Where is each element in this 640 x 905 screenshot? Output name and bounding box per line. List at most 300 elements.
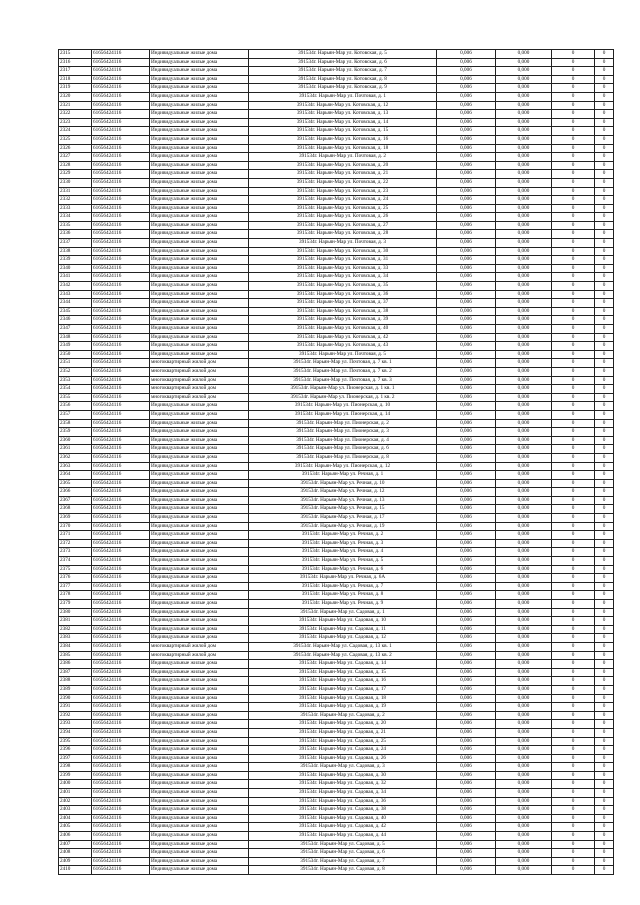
cell-oktmo-code: 61656424116 <box>92 282 150 291</box>
cell-value-d: 0 <box>595 161 614 170</box>
table-row <box>59 221 614 230</box>
cell-value-c: 0 <box>552 462 595 471</box>
cell-address: 391534г. Нарьян-Мар ул. Пионерская, д. 8 <box>249 453 437 462</box>
cell-object-type: Индивидуальные жилые дома <box>150 221 249 230</box>
cell-object-type: Индивидуальные жилые дома <box>150 153 249 162</box>
cell-address: 391534г. Нарьян-Мар ул. Садовая, д. 34 <box>249 789 437 798</box>
cell-row-number: 2351 <box>59 359 92 368</box>
cell-oktmo-code: 61656424116 <box>92 789 150 798</box>
cell-row-number: 2357 <box>59 410 92 419</box>
cell-value-a: 0,006 <box>437 642 496 651</box>
cell-value-a: 0,006 <box>437 505 496 514</box>
cell-oktmo-code: 61656424116 <box>92 170 150 179</box>
table-row <box>59 135 614 144</box>
cell-value-c: 0 <box>552 617 595 626</box>
table-row <box>59 625 614 634</box>
cell-value-c: 0 <box>552 771 595 780</box>
cell-row-number: 2375 <box>59 565 92 574</box>
cell-oktmo-code: 61656424116 <box>92 677 150 686</box>
cell-value-d: 0 <box>595 75 614 84</box>
cell-address: 391534г. Нарьян-Мар ул. Пионерская, д. 12 <box>249 462 437 471</box>
cell-value-c: 0 <box>552 763 595 772</box>
cell-value-a: 0,006 <box>437 419 496 428</box>
cell-value-b: 0,000 <box>496 230 552 239</box>
cell-row-number: 2326 <box>59 144 92 153</box>
cell-object-type: Индивидуальные жилые дома <box>150 342 249 351</box>
table-row <box>59 153 614 162</box>
cell-value-c: 0 <box>552 178 595 187</box>
cell-value-c: 0 <box>552 239 595 248</box>
cell-object-type: Индивидуальные жилые дома <box>150 144 249 153</box>
cell-object-type: Индивидуальные жилые дома <box>150 763 249 772</box>
cell-value-d: 0 <box>595 703 614 712</box>
cell-value-b: 0,000 <box>496 325 552 334</box>
cell-row-number: 2376 <box>59 574 92 583</box>
cell-value-d: 0 <box>595 806 614 815</box>
cell-value-d: 0 <box>595 273 614 282</box>
cell-value-a: 0,006 <box>437 737 496 746</box>
table-row <box>59 574 614 583</box>
table-row <box>59 101 614 110</box>
cell-address: 391534г. Нарьян-Мар ул. Котовская, д. 26 <box>249 213 437 222</box>
table-row <box>59 84 614 93</box>
cell-value-c: 0 <box>552 307 595 316</box>
table-row <box>59 50 614 59</box>
cell-value-d: 0 <box>595 410 614 419</box>
cell-value-a: 0,006 <box>437 600 496 609</box>
cell-oktmo-code: 61656424116 <box>92 230 150 239</box>
cell-value-a: 0,006 <box>437 711 496 720</box>
cell-value-b: 0,000 <box>496 634 552 643</box>
cell-value-d: 0 <box>595 488 614 497</box>
cell-row-number: 2368 <box>59 505 92 514</box>
cell-value-c: 0 <box>552 299 595 308</box>
cell-address: 391534г. Нарьян-Мар ул. Котовская, д. 22 <box>249 178 437 187</box>
cell-row-number: 2333 <box>59 204 92 213</box>
cell-value-c: 0 <box>552 479 595 488</box>
cell-oktmo-code: 61656424116 <box>92 350 150 359</box>
cell-value-a: 0,006 <box>437 350 496 359</box>
cell-row-number: 2329 <box>59 170 92 179</box>
cell-value-a: 0,006 <box>437 531 496 540</box>
cell-oktmo-code: 61656424116 <box>92 651 150 660</box>
table-row <box>59 814 614 823</box>
cell-object-type: Индивидуальные жилые дома <box>150 780 249 789</box>
cell-object-type: Индивидуальные жилые дома <box>150 299 249 308</box>
cell-value-d: 0 <box>595 625 614 634</box>
cell-oktmo-code: 61656424116 <box>92 462 150 471</box>
cell-value-d: 0 <box>595 849 614 858</box>
cell-oktmo-code: 61656424116 <box>92 823 150 832</box>
cell-address: 391534г. Нарьян-Мар ул. Пионерская, д. 6 <box>249 445 437 454</box>
cell-oktmo-code: 61656424116 <box>92 307 150 316</box>
cell-value-b: 0,000 <box>496 316 552 325</box>
cell-object-type: Индивидуальные жилые дома <box>150 728 249 737</box>
table-row <box>59 385 614 394</box>
cell-value-a: 0,006 <box>437 58 496 67</box>
table-row <box>59 471 614 480</box>
cell-value-d: 0 <box>595 668 614 677</box>
cell-oktmo-code: 61656424116 <box>92 92 150 101</box>
cell-value-c: 0 <box>552 642 595 651</box>
cell-value-b: 0,000 <box>496 780 552 789</box>
table-row <box>59 514 614 523</box>
cell-value-b: 0,000 <box>496 522 552 531</box>
cell-value-a: 0,006 <box>437 857 496 866</box>
cell-value-d: 0 <box>595 771 614 780</box>
cell-row-number: 2366 <box>59 488 92 497</box>
cell-oktmo-code: 61656424116 <box>92 471 150 480</box>
cell-object-type: Индивидуальные жилые дома <box>150 50 249 59</box>
cell-row-number: 2392 <box>59 711 92 720</box>
cell-value-d: 0 <box>595 144 614 153</box>
cell-object-type: Индивидуальные жилые дома <box>150 557 249 566</box>
cell-address: 391534г. Нарьян-Мар ул. Котовская, д. 24 <box>249 196 437 205</box>
cell-value-b: 0,000 <box>496 221 552 230</box>
table-row <box>59 144 614 153</box>
cell-value-b: 0,000 <box>496 531 552 540</box>
cell-value-c: 0 <box>552 436 595 445</box>
cell-value-c: 0 <box>552 273 595 282</box>
cell-address: 391534г. Нарьян-Мар ул. Садовая, д. 44 <box>249 832 437 841</box>
cell-object-type: Индивидуальные жилые дома <box>150 789 249 798</box>
cell-oktmo-code: 61656424116 <box>92 67 150 76</box>
cell-value-d: 0 <box>595 685 614 694</box>
cell-value-c: 0 <box>552 325 595 334</box>
cell-row-number: 2385 <box>59 651 92 660</box>
cell-value-d: 0 <box>595 67 614 76</box>
cell-row-number: 2363 <box>59 462 92 471</box>
cell-address: 391534г. Нарьян-Мар ул. Садовая, д. 6 <box>249 849 437 858</box>
cell-value-d: 0 <box>595 737 614 746</box>
data-table <box>58 49 614 875</box>
cell-value-b: 0,000 <box>496 582 552 591</box>
table-row <box>59 110 614 119</box>
cell-address: 391534г. Нарьян-Мар ул. Речная, д. 8 <box>249 591 437 600</box>
cell-value-b: 0,000 <box>496 75 552 84</box>
cell-value-c: 0 <box>552 866 595 875</box>
cell-address: 391534г. Нарьян-Мар ул. Садовая, д. 12 <box>249 634 437 643</box>
cell-row-number: 2374 <box>59 557 92 566</box>
table-row <box>59 213 614 222</box>
cell-row-number: 2328 <box>59 161 92 170</box>
cell-value-c: 0 <box>552 230 595 239</box>
cell-value-b: 0,000 <box>496 771 552 780</box>
cell-address: 391534г. Нарьян-Мар ул. Садовая, д. 38 <box>249 806 437 815</box>
cell-address: 391534г. Нарьян-Мар ул. Садовая, д. 7 <box>249 857 437 866</box>
cell-value-a: 0,006 <box>437 118 496 127</box>
table-row <box>59 823 614 832</box>
cell-oktmo-code: 61656424116 <box>92 617 150 626</box>
table-row <box>59 127 614 136</box>
cell-row-number: 2403 <box>59 806 92 815</box>
table-row <box>59 376 614 385</box>
cell-value-c: 0 <box>552 685 595 694</box>
cell-address: 391534г. Нарьян-Мар ул. Котовская, д. 13 <box>249 110 437 119</box>
cell-value-c: 0 <box>552 445 595 454</box>
cell-value-a: 0,006 <box>437 574 496 583</box>
cell-oktmo-code: 61656424116 <box>92 161 150 170</box>
cell-oktmo-code: 61656424116 <box>92 591 150 600</box>
table-row <box>59 557 614 566</box>
cell-value-c: 0 <box>552 290 595 299</box>
cell-value-d: 0 <box>595 471 614 480</box>
cell-address: 391534г. Нарьян-Мар ул. Речная, д. 9 <box>249 600 437 609</box>
cell-row-number: 2379 <box>59 600 92 609</box>
cell-row-number: 2324 <box>59 127 92 136</box>
cell-value-d: 0 <box>595 187 614 196</box>
cell-value-d: 0 <box>595 797 614 806</box>
cell-object-type: Индивидуальные жилые дома <box>150 264 249 273</box>
cell-row-number: 2380 <box>59 608 92 617</box>
cell-value-b: 0,000 <box>496 720 552 729</box>
cell-oktmo-code: 61656424116 <box>92 75 150 84</box>
cell-value-a: 0,006 <box>437 806 496 815</box>
cell-address: 391534г. Нарьян-Мар ул. Садовая, д. 25 <box>249 737 437 746</box>
cell-value-a: 0,006 <box>437 771 496 780</box>
cell-object-type: Индивидуальные жилые дома <box>150 625 249 634</box>
cell-value-b: 0,000 <box>496 445 552 454</box>
table-row <box>59 342 614 351</box>
cell-row-number: 2325 <box>59 135 92 144</box>
cell-value-b: 0,000 <box>496 642 552 651</box>
cell-object-type: Индивидуальные жилые дома <box>150 101 249 110</box>
cell-value-a: 0,006 <box>437 75 496 84</box>
cell-value-d: 0 <box>595 462 614 471</box>
cell-value-c: 0 <box>552 110 595 119</box>
cell-object-type: Индивидуальные жилые дома <box>150 75 249 84</box>
cell-object-type: Индивидуальные жилые дома <box>150 746 249 755</box>
cell-row-number: 2370 <box>59 522 92 531</box>
cell-address: 391534г. Нарьян-Мар ул. Почтовая, д. 7 кв. 3 <box>249 376 437 385</box>
cell-value-d: 0 <box>595 376 614 385</box>
cell-value-a: 0,006 <box>437 221 496 230</box>
cell-value-a: 0,006 <box>437 565 496 574</box>
cell-value-c: 0 <box>552 754 595 763</box>
table-row <box>59 582 614 591</box>
cell-address: 391534г. Нарьян-Мар ул. Котовская, д. 8 <box>249 75 437 84</box>
cell-value-a: 0,006 <box>437 170 496 179</box>
cell-value-d: 0 <box>595 170 614 179</box>
cell-value-c: 0 <box>552 92 595 101</box>
cell-value-a: 0,006 <box>437 694 496 703</box>
cell-value-a: 0,006 <box>437 608 496 617</box>
cell-value-d: 0 <box>595 642 614 651</box>
cell-address: 391534г. Нарьян-Мар ул. Садовая, д. 8 <box>249 866 437 875</box>
cell-oktmo-code: 61656424116 <box>92 522 150 531</box>
cell-value-a: 0,006 <box>437 135 496 144</box>
cell-row-number: 2337 <box>59 239 92 248</box>
table-row <box>59 299 614 308</box>
cell-value-c: 0 <box>552 660 595 669</box>
table-body <box>59 50 614 875</box>
cell-row-number: 2316 <box>59 58 92 67</box>
cell-object-type: Индивидуальные жилые дома <box>150 582 249 591</box>
table-row <box>59 668 614 677</box>
cell-oktmo-code: 61656424116 <box>92 428 150 437</box>
cell-value-c: 0 <box>552 574 595 583</box>
cell-oktmo-code: 61656424116 <box>92 50 150 59</box>
cell-object-type: Индивидуальные жилые дома <box>150 436 249 445</box>
cell-value-d: 0 <box>595 282 614 291</box>
cell-oktmo-code: 61656424116 <box>92 814 150 823</box>
cell-value-c: 0 <box>552 316 595 325</box>
cell-address: 391534г. Нарьян-Мар ул. Почтовая, д. 2 <box>249 153 437 162</box>
cell-value-a: 0,006 <box>437 213 496 222</box>
cell-value-c: 0 <box>552 196 595 205</box>
table-row <box>59 617 614 626</box>
cell-value-b: 0,000 <box>496 196 552 205</box>
cell-object-type: Индивидуальные жилые дома <box>150 118 249 127</box>
cell-row-number: 2339 <box>59 256 92 265</box>
cell-row-number: 2396 <box>59 746 92 755</box>
cell-address: 391534г. Нарьян-Мар ул. Речная, д. 6А <box>249 574 437 583</box>
table-row <box>59 92 614 101</box>
cell-object-type: Индивидуальные жилые дома <box>150 92 249 101</box>
cell-object-type: Индивидуальные жилые дома <box>150 685 249 694</box>
cell-value-c: 0 <box>552 746 595 755</box>
cell-row-number: 2362 <box>59 453 92 462</box>
cell-oktmo-code: 61656424116 <box>92 342 150 351</box>
cell-value-c: 0 <box>552 393 595 402</box>
cell-object-type: многоквартирный жилой дом <box>150 651 249 660</box>
cell-object-type: Индивидуальные жилые дома <box>150 445 249 454</box>
cell-value-d: 0 <box>595 299 614 308</box>
table-row <box>59 350 614 359</box>
cell-address: 391534г. Нарьян-Мар ул. Пионерская, д. 4 <box>249 436 437 445</box>
cell-value-a: 0,006 <box>437 127 496 136</box>
cell-row-number: 2354 <box>59 385 92 394</box>
cell-value-d: 0 <box>595 221 614 230</box>
cell-address: 391534г. Нарьян-Мар ул. Котовская, д. 40 <box>249 325 437 334</box>
cell-value-b: 0,000 <box>496 350 552 359</box>
cell-value-d: 0 <box>595 127 614 136</box>
cell-value-c: 0 <box>552 651 595 660</box>
cell-value-d: 0 <box>595 694 614 703</box>
cell-address: 391534г. Нарьян-Мар ул. Садовая, д. 3 <box>249 763 437 772</box>
cell-value-a: 0,006 <box>437 144 496 153</box>
table-row <box>59 789 614 798</box>
cell-oktmo-code: 61656424116 <box>92 153 150 162</box>
cell-address: 391534г. Нарьян-Мар ул. Котовская, д. 34 <box>249 273 437 282</box>
table-row <box>59 763 614 772</box>
cell-oktmo-code: 61656424116 <box>92 720 150 729</box>
cell-value-c: 0 <box>552 737 595 746</box>
cell-oktmo-code: 61656424116 <box>92 539 150 548</box>
cell-value-b: 0,000 <box>496 651 552 660</box>
cell-address: 391534г. Нарьян-Мар ул. Котовская, д. 7 <box>249 67 437 76</box>
cell-row-number: 2387 <box>59 668 92 677</box>
table-row <box>59 651 614 660</box>
cell-address: 391534г. Нарьян-Мар ул. Котовская, д. 36 <box>249 290 437 299</box>
cell-address: 391534г. Нарьян-Мар ул. Котовская, д. 15 <box>249 127 437 136</box>
table-row <box>59 333 614 342</box>
cell-value-b: 0,000 <box>496 728 552 737</box>
cell-value-a: 0,006 <box>437 617 496 626</box>
cell-address: 391534г. Нарьян-Мар ул. Котовская, д. 9 <box>249 84 437 93</box>
cell-value-d: 0 <box>595 728 614 737</box>
cell-object-type: Индивидуальные жилые дома <box>150 325 249 334</box>
cell-row-number: 2406 <box>59 832 92 841</box>
table-row <box>59 548 614 557</box>
cell-value-d: 0 <box>595 522 614 531</box>
cell-value-a: 0,006 <box>437 204 496 213</box>
cell-value-a: 0,006 <box>437 780 496 789</box>
cell-value-a: 0,006 <box>437 161 496 170</box>
cell-object-type: Индивидуальные жилые дома <box>150 694 249 703</box>
cell-value-c: 0 <box>552 342 595 351</box>
cell-object-type: Индивидуальные жилые дома <box>150 402 249 411</box>
cell-oktmo-code: 61656424116 <box>92 204 150 213</box>
table-row <box>59 410 614 419</box>
cell-value-d: 0 <box>595 92 614 101</box>
cell-oktmo-code: 61656424116 <box>92 221 150 230</box>
cell-row-number: 2401 <box>59 789 92 798</box>
cell-object-type: Индивидуальные жилые дома <box>150 703 249 712</box>
cell-address: 391534г. Нарьян-Мар ул. Котовская, д. 37 <box>249 299 437 308</box>
cell-value-c: 0 <box>552 840 595 849</box>
cell-oktmo-code: 61656424116 <box>92 668 150 677</box>
cell-row-number: 2382 <box>59 625 92 634</box>
cell-value-b: 0,000 <box>496 376 552 385</box>
cell-address: 391534г. Нарьян-Мар ул. Котовская, д. 28 <box>249 230 437 239</box>
cell-value-c: 0 <box>552 780 595 789</box>
cell-value-a: 0,006 <box>437 703 496 712</box>
cell-object-type: Индивидуальные жилые дома <box>150 823 249 832</box>
cell-value-d: 0 <box>595 385 614 394</box>
cell-object-type: многоквартирный жилой дом <box>150 359 249 368</box>
cell-value-c: 0 <box>552 789 595 798</box>
cell-value-c: 0 <box>552 419 595 428</box>
cell-row-number: 2341 <box>59 273 92 282</box>
cell-oktmo-code: 61656424116 <box>92 299 150 308</box>
cell-oktmo-code: 61656424116 <box>92 247 150 256</box>
cell-value-b: 0,000 <box>496 797 552 806</box>
cell-value-d: 0 <box>595 514 614 523</box>
cell-value-b: 0,000 <box>496 608 552 617</box>
cell-value-c: 0 <box>552 75 595 84</box>
cell-value-d: 0 <box>595 857 614 866</box>
cell-value-c: 0 <box>552 625 595 634</box>
cell-object-type: Индивидуальные жилые дома <box>150 531 249 540</box>
cell-value-d: 0 <box>595 677 614 686</box>
cell-value-d: 0 <box>595 634 614 643</box>
cell-oktmo-code: 61656424116 <box>92 127 150 136</box>
cell-oktmo-code: 61656424116 <box>92 660 150 669</box>
cell-value-c: 0 <box>552 58 595 67</box>
cell-object-type: Индивидуальные жилые дома <box>150 230 249 239</box>
cell-address: 391534г. Нарьян-Мар ул. Почтовая, д. 1 <box>249 92 437 101</box>
cell-oktmo-code: 61656424116 <box>92 488 150 497</box>
cell-value-c: 0 <box>552 582 595 591</box>
cell-value-a: 0,006 <box>437 840 496 849</box>
cell-value-c: 0 <box>552 144 595 153</box>
cell-value-c: 0 <box>552 634 595 643</box>
cell-oktmo-code: 61656424116 <box>92 728 150 737</box>
cell-object-type: Индивидуальные жилые дома <box>150 247 249 256</box>
cell-value-c: 0 <box>552 600 595 609</box>
cell-value-b: 0,000 <box>496 161 552 170</box>
cell-oktmo-code: 61656424116 <box>92 625 150 634</box>
cell-object-type: Индивидуальные жилые дома <box>150 806 249 815</box>
table-row <box>59 118 614 127</box>
cell-value-b: 0,000 <box>496 625 552 634</box>
cell-object-type: Индивидуальные жилые дома <box>150 187 249 196</box>
cell-value-b: 0,000 <box>496 806 552 815</box>
cell-oktmo-code: 61656424116 <box>92 754 150 763</box>
cell-value-d: 0 <box>595 204 614 213</box>
cell-object-type: Индивидуальные жилые дома <box>150 617 249 626</box>
